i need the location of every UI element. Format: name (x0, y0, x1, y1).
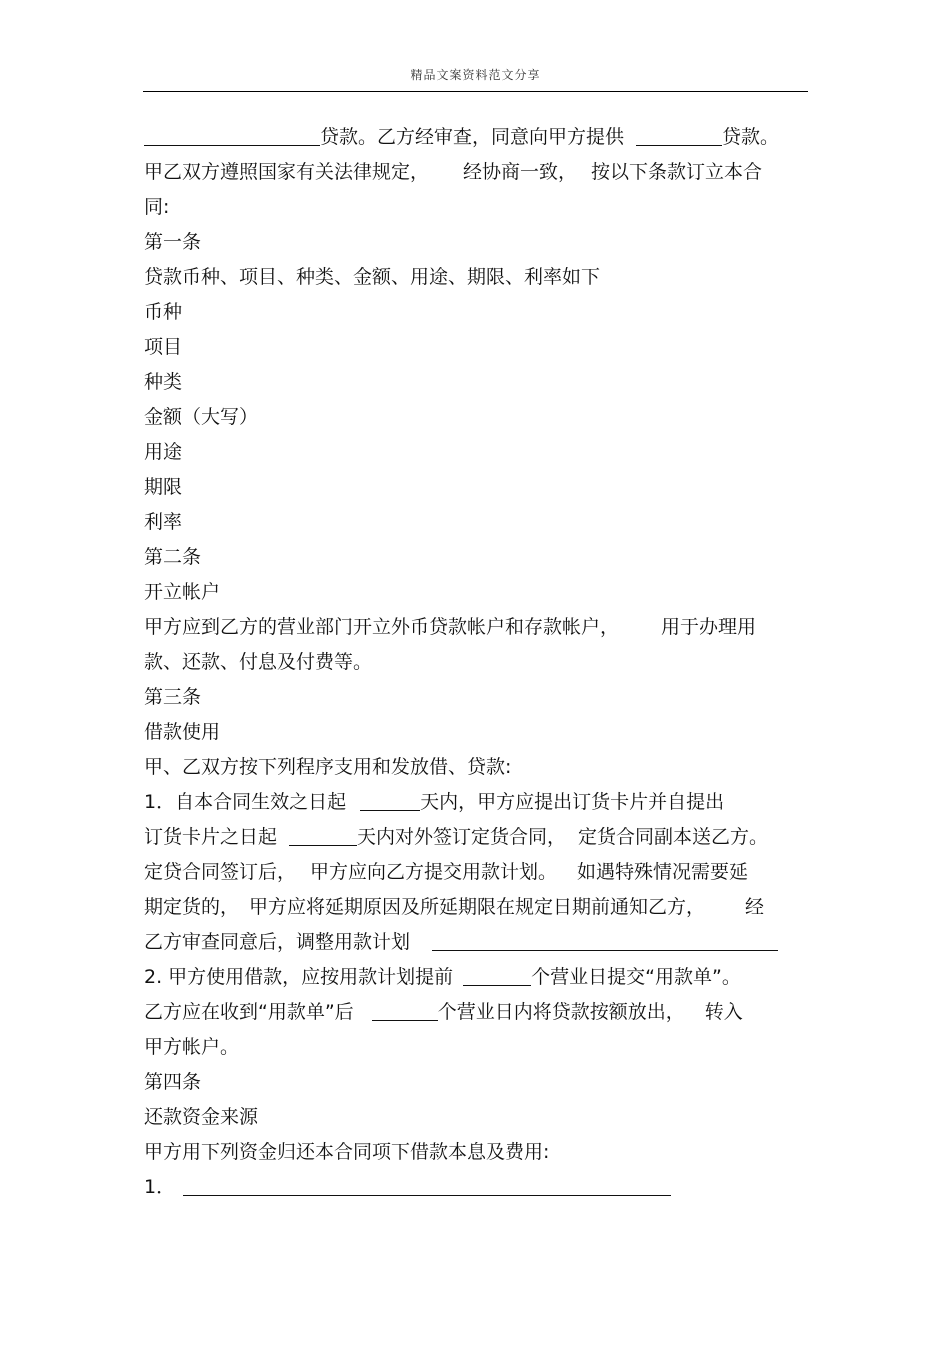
line-8: 种类 (144, 371, 183, 393)
line-9: 金额（大写） (144, 406, 259, 428)
blank-field (289, 823, 357, 846)
line-2: 甲乙双方遵照国家有关法律规定， 经协商一致， 按以下条款订立本合 (144, 161, 763, 183)
blank-field (463, 963, 531, 986)
line-30: 甲方用下列资金归还本合同项下借款本息及费用: (144, 1141, 550, 1163)
line-25: 2. 甲方使用借款，应按用款计划提前 个营业日提交“用款单”。 (144, 960, 808, 995)
line-3: 同: (144, 196, 170, 218)
line-26: 乙方应在收到“用款单”后 个营业日内将贷款按额放出， 转入 (144, 995, 808, 1030)
line-7: 项目 (144, 336, 183, 358)
line-20: 1．自本合同生效之日起 天内，甲方应提出订货卡片并自提出 (144, 785, 808, 820)
line-27: 甲方帐户。 (144, 1036, 240, 1058)
page-header: 精品文案资料范文分享 (410, 68, 541, 82)
contract-body (144, 120, 808, 1205)
line-22: 定贷合同签订后， 甲方应向乙方提交用款计划。 如遇特殊情况需要延 (144, 861, 749, 883)
line-23: 期定货的， 甲方应将延期原因及所延期限在规定日期前通知乙方， 经 (144, 896, 765, 918)
line-16: 款、还款、付息及付费等。 (144, 651, 373, 673)
line-24: 乙方审查同意后，调整用款计划 (144, 925, 808, 960)
line-10: 用途 (144, 441, 183, 463)
line-18: 借款使用 (144, 721, 221, 743)
line-19: 甲、乙双方按下列程序支用和发放借、贷款: (144, 756, 512, 778)
header-rule (143, 91, 808, 92)
line-15: 甲方应到乙方的营业部门开立外币贷款帐户和存款帐户， 用于办理用 (144, 616, 757, 638)
line-21: 订货卡片之日起 天内对外签订定货合同， 定货合同副本送乙方。 (144, 820, 808, 855)
line-29: 还款资金来源 (144, 1106, 259, 1128)
article-heading: 第一条 (144, 231, 202, 253)
blank-field (360, 788, 420, 811)
line-31: 1． (144, 1170, 808, 1205)
line-14: 开立帐户 (144, 581, 221, 603)
blank-field (372, 998, 438, 1021)
article-heading: 第四条 (144, 1071, 202, 1093)
blank-field (636, 123, 722, 146)
line-12: 利率 (144, 511, 183, 533)
article-heading: 第三条 (144, 686, 202, 708)
blank-field (144, 123, 320, 146)
line-6: 币种 (144, 301, 183, 323)
line-11: 期限 (144, 476, 183, 498)
blank-field (432, 928, 778, 951)
article-heading: 第二条 (144, 546, 202, 568)
line-5: 贷款币种、项目、种类、金额、用途、期限、利率如下 (144, 266, 601, 288)
line-1: 贷款。乙方经审查，同意向甲方提供 贷款。 (144, 120, 808, 155)
blank-field (183, 1173, 671, 1196)
